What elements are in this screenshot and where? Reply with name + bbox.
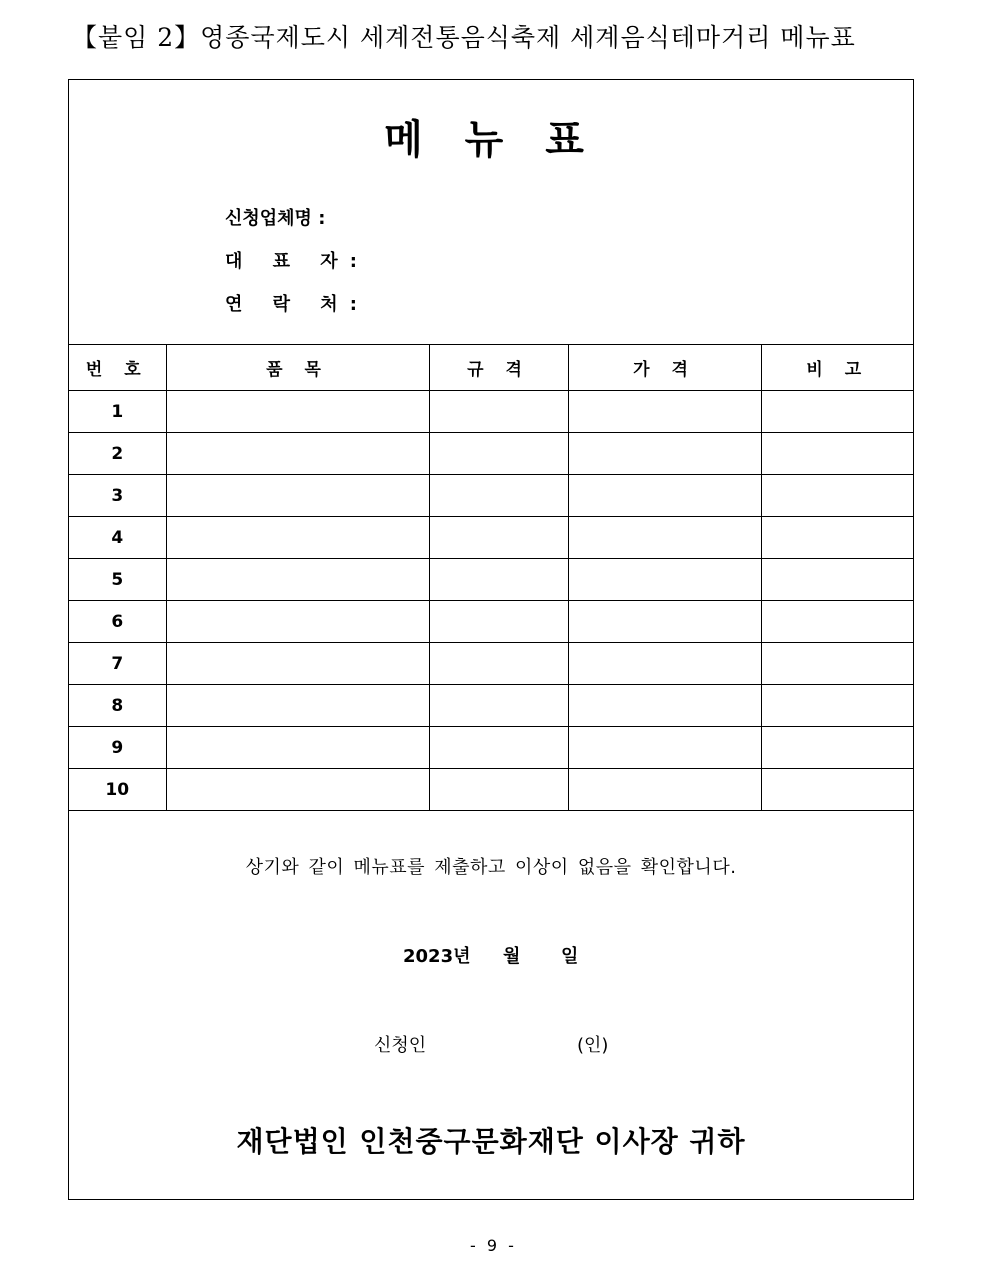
item-cell[interactable]	[166, 769, 429, 811]
seal-mark: (인)	[577, 1035, 609, 1056]
spec-cell[interactable]	[429, 769, 568, 811]
price-cell[interactable]	[568, 769, 761, 811]
note-cell[interactable]	[761, 601, 914, 643]
header-item: 품 목	[166, 345, 429, 391]
header-price: 가 격	[568, 345, 761, 391]
item-cell[interactable]	[166, 391, 429, 433]
table-row	[69, 475, 914, 517]
price-cell[interactable]	[568, 685, 761, 727]
price-cell[interactable]	[568, 475, 761, 517]
contact-colon: :	[349, 294, 357, 315]
spec-cell[interactable]	[429, 643, 568, 685]
table-row	[69, 643, 914, 685]
note-cell[interactable]	[761, 433, 914, 475]
spec-cell[interactable]	[429, 685, 568, 727]
note-cell[interactable]	[761, 559, 914, 601]
note-cell[interactable]	[761, 685, 914, 727]
row-number: 6	[69, 601, 166, 643]
company-name-label: 신청업체명	[225, 208, 312, 229]
header-number: 번 호	[69, 345, 166, 391]
note-cell[interactable]	[761, 727, 914, 769]
item-cell[interactable]	[166, 559, 429, 601]
row-number: 4	[69, 517, 166, 559]
row-number: 10	[69, 769, 166, 811]
row-number: 7	[69, 643, 166, 685]
header-spec: 규 격	[429, 345, 568, 391]
table-row	[69, 391, 914, 433]
item-cell[interactable]	[166, 643, 429, 685]
price-cell[interactable]	[568, 433, 761, 475]
table-row	[69, 559, 914, 601]
spec-cell[interactable]	[429, 433, 568, 475]
price-cell[interactable]	[568, 391, 761, 433]
spec-cell[interactable]	[429, 391, 568, 433]
note-cell[interactable]	[761, 769, 914, 811]
row-number: 9	[69, 727, 166, 769]
item-cell[interactable]	[166, 685, 429, 727]
applicant-label: 신청인	[374, 1035, 427, 1056]
contact-label: 연 락 처	[225, 294, 350, 315]
table-row	[69, 433, 914, 475]
contact-field	[225, 290, 357, 316]
row-number: 1	[69, 391, 166, 433]
spec-cell[interactable]	[429, 475, 568, 517]
row-number: 2	[69, 433, 166, 475]
recipient-line: 재단법인 인천중구문화재단 이사장 귀하	[236, 1125, 746, 1158]
spec-cell[interactable]	[429, 727, 568, 769]
company-name-colon: :	[311, 208, 326, 229]
date-month: 월	[503, 946, 521, 967]
spec-cell[interactable]	[429, 559, 568, 601]
price-cell[interactable]	[568, 559, 761, 601]
price-cell[interactable]	[568, 517, 761, 559]
document-title: 【붙임 2】영종국제도시 세계전통음식축제 세계음식테마거리 메뉴표	[72, 23, 856, 52]
menu-form	[68, 79, 914, 1200]
note-cell[interactable]	[761, 391, 914, 433]
table-row	[69, 517, 914, 559]
spec-cell[interactable]	[429, 517, 568, 559]
item-cell[interactable]	[166, 433, 429, 475]
representative-colon: :	[349, 251, 357, 272]
item-cell[interactable]	[166, 517, 429, 559]
note-cell[interactable]	[761, 517, 914, 559]
representative-field	[225, 247, 357, 273]
price-cell[interactable]	[568, 601, 761, 643]
menu-table	[69, 344, 914, 811]
table-row	[69, 685, 914, 727]
table-row	[69, 601, 914, 643]
form-heading: 메 뉴 표	[384, 117, 598, 163]
table-header-row	[69, 345, 914, 391]
header-note: 비 고	[761, 345, 914, 391]
spec-cell[interactable]	[429, 601, 568, 643]
table-row	[69, 769, 914, 811]
item-cell[interactable]	[166, 601, 429, 643]
row-number: 8	[69, 685, 166, 727]
item-cell[interactable]	[166, 727, 429, 769]
company-name-field	[225, 204, 325, 230]
price-cell[interactable]	[568, 727, 761, 769]
note-cell[interactable]	[761, 643, 914, 685]
note-cell[interactable]	[761, 475, 914, 517]
row-number: 5	[69, 559, 166, 601]
item-cell[interactable]	[166, 475, 429, 517]
confirmation-statement: 상기와 같이 메뉴표를 제출하고 이상이 없음을 확인합니다.	[245, 857, 737, 878]
page-number: - 9 -	[470, 1236, 517, 1255]
row-number: 3	[69, 475, 166, 517]
table-row	[69, 727, 914, 769]
representative-label: 대 표 자	[225, 251, 350, 272]
date-day: 일	[561, 946, 579, 967]
date-year: 2023년	[403, 946, 471, 967]
price-cell[interactable]	[568, 643, 761, 685]
